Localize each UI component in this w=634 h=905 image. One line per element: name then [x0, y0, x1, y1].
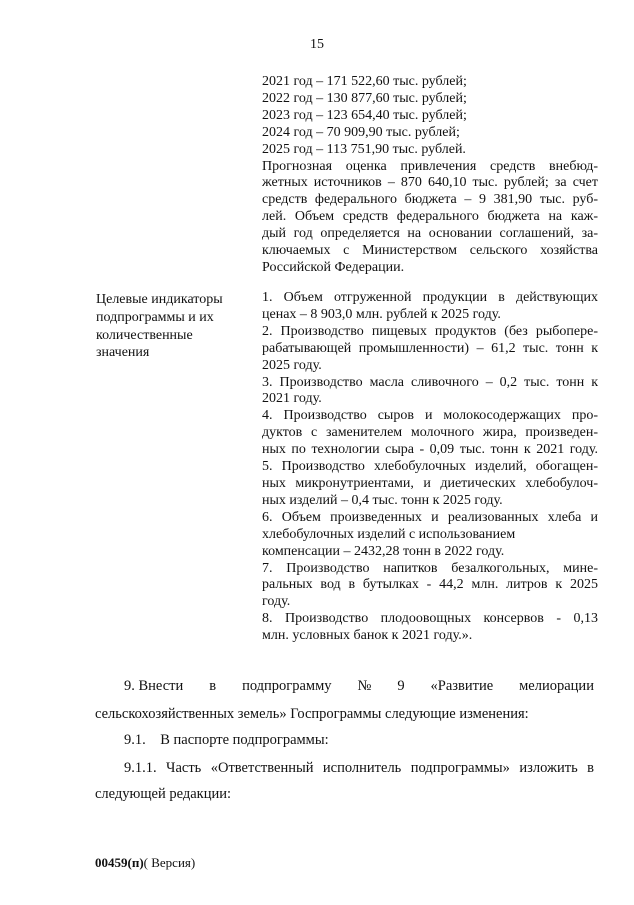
indicator-line: 7. Производство напитков безалкогольных, мине- [262, 560, 598, 576]
word: Часть [166, 760, 202, 776]
word: подпрограммы» [410, 760, 510, 776]
indicators-label-line: подпрограммы и их [96, 309, 214, 325]
word: 9.1.1. [124, 760, 157, 776]
word: мелиорации [519, 678, 594, 694]
paragraph-9-1-1 [124, 760, 594, 777]
indicator-line: 2021 году. [262, 391, 322, 407]
indicator-line: дуктов с заменителем молочного жира, произведен- [262, 425, 598, 441]
indicator-line: 2. Производство пищевых продуктов (без рыбопере- [262, 323, 598, 339]
indicator-line: 5. Производство хлебобулочных изделий, обогащен- [262, 459, 598, 475]
paragraph-9-1-1-first-line [124, 760, 594, 777]
paragraph-9-1: 9.1. В паспорте подпрограммы: [124, 732, 329, 748]
page-number: 15 [310, 37, 324, 52]
paragraph-9-continuation: сельскохозяйственных земель» Госпрограммы следующие изменения: [95, 706, 529, 722]
indicator-line: рабатывающей промышленности) – 61,2 тыс. тонн к [262, 340, 598, 356]
word: «Развитие [430, 678, 494, 694]
word: 9 [397, 678, 405, 694]
word: исполнитель [322, 760, 402, 776]
funding-estimate-line: дый год определяется на основании соглашений, за- [262, 226, 598, 242]
funding-block [262, 74, 598, 277]
document-footer [95, 855, 195, 871]
indicator-line: 1. Объем отгруженной продукции в действующих [262, 290, 598, 305]
funding-estimate-line: Российской Федерации. [262, 259, 405, 275]
word: изложить [519, 760, 578, 776]
paragraph-9 [124, 678, 594, 695]
indicator-line: ных микронутриентами, и диетических хлебобулоч- [262, 475, 598, 491]
indicator-line: хлебобулочных изделий с использованием [262, 526, 516, 542]
indicator-line: 4. Производство сыров и молокосодержащих про- [262, 408, 598, 424]
funding-year-line: 2023 год – 123 654,40 тыс. рублей; [262, 107, 467, 123]
funding-year-line: 2022 год – 130 877,60 тыс. рублей; [262, 90, 467, 106]
document-code: 00459(п) [95, 855, 144, 870]
funding-year-line: 2021 год – 171 522,60 тыс. рублей; [262, 74, 467, 89]
word: 9. Внести [124, 678, 184, 694]
indicator-line: ных изделий – 0,4 тыс. тонн к 2025 году. [262, 492, 503, 508]
word: № [357, 678, 372, 694]
indicator-line: 8. Производство плодоовощных консервов - 0,13 [262, 611, 598, 627]
word: в [209, 678, 217, 694]
indicator-line: 2025 году. [262, 357, 322, 373]
indicator-line: ценах – 8 903,0 млн. рублей к 2025 году. [262, 306, 501, 322]
indicators-label-line: значения [96, 345, 150, 361]
indicator-line: млн. условных банок к 2021 году.». [262, 628, 473, 644]
indicator-line: 3. Производство масла сливочного – 0,2 тыс. тонн к [262, 374, 598, 390]
funding-year-line: 2024 год – 70 909,90 тыс. рублей; [262, 124, 460, 140]
funding-estimate-line: лей. Объем средств федерального бюджета на каж- [262, 209, 598, 225]
funding-year-line: 2025 год – 113 751,90 тыс. рублей. [262, 141, 466, 157]
word: «Ответственный [210, 760, 314, 776]
indicator-line: компенсации – 2432,28 тонн в 2022 году. [262, 543, 505, 559]
indicator-line: ральных вод в бутылках - 44,2 млн. литров к 2025 [262, 577, 598, 593]
funding-estimate-line: ключаемых с Министерством сельского хозяйства [262, 243, 598, 259]
indicators-label [96, 291, 246, 362]
indicators-list [262, 290, 598, 645]
funding-estimate-line: жетных источников – 870 640,10 тыс. рублей; за счет [262, 175, 598, 191]
indicator-line: 6. Объем произведенных и реализованных хлеба и [262, 509, 598, 525]
funding-estimate-line: средств федерального бюджета – 9 381,90 тыс. руб- [262, 192, 598, 208]
word: подпрограмму [242, 678, 332, 694]
paragraph-9-1-1-continuation: следующей редакции: [95, 786, 232, 802]
funding-estimate [262, 159, 598, 277]
indicator-line: году. [262, 594, 291, 610]
document-version: ( Версия) [143, 855, 196, 870]
word: в [587, 760, 594, 776]
indicator-line: ных по технологии сыра - 0,09 тыс. тонн к 2021 году. [262, 442, 598, 458]
paragraph-9-first-line [124, 678, 594, 695]
funding-estimate-line: Прогнозная оценка привлечения средств внебюд- [262, 158, 598, 174]
indicators-label-line: количественные [96, 327, 193, 343]
indicators-label-line: Целевые индикаторы [96, 292, 223, 307]
